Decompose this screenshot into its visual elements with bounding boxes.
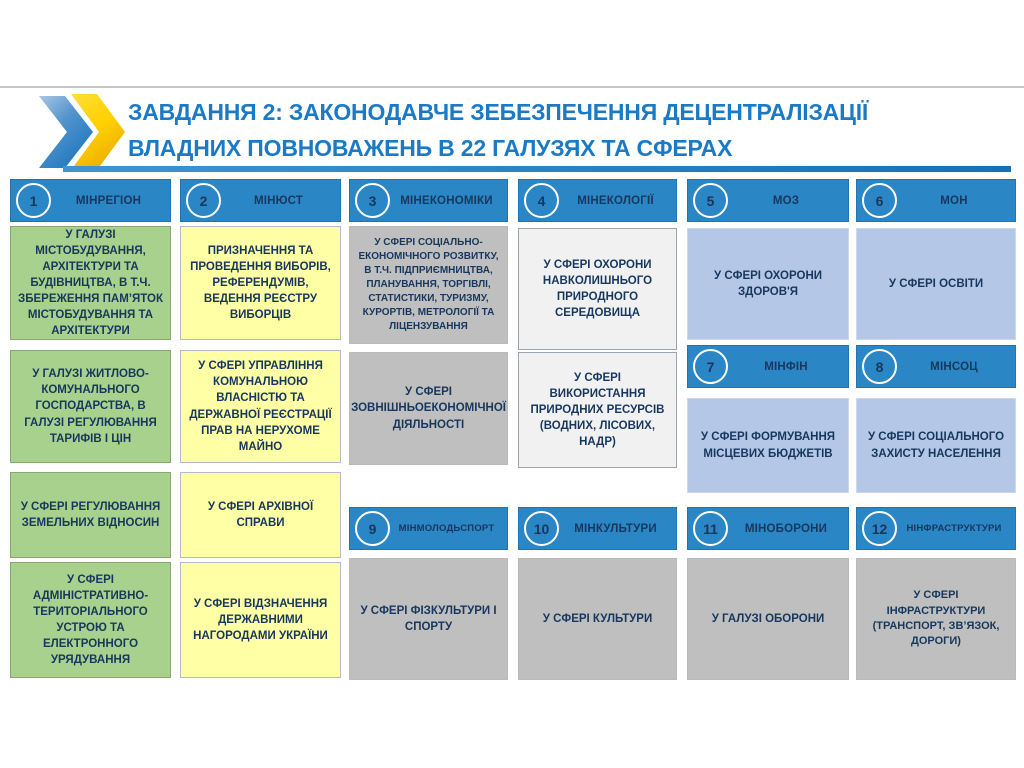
sector-box: У СФЕРІ КУЛЬТУРИ bbox=[518, 558, 677, 680]
page-title bbox=[128, 94, 1018, 166]
sector-box: У СФЕРІ РЕГУЛЮВАННЯ ЗЕМЕЛЬНИХ ВІДНОСИН bbox=[10, 472, 171, 558]
sector-box: У СФЕРІ СОЦІАЛЬНОГО ЗАХИСТУ НАСЕЛЕННЯ bbox=[856, 398, 1016, 493]
ministry-name: МІНОБОРОНИ bbox=[744, 522, 828, 535]
ministry-number-badge: 8 bbox=[862, 349, 897, 384]
sector-box: У СФЕРІ ФІЗКУЛЬТУРИ І СПОРТУ bbox=[349, 558, 508, 680]
ministry-header-minfin bbox=[687, 345, 849, 388]
ministry-number-badge: 11 bbox=[693, 511, 728, 546]
ministry-number-badge: 1 bbox=[16, 183, 51, 218]
ministry-header-minoborony bbox=[687, 507, 849, 550]
ministry-number-badge: 3 bbox=[355, 183, 390, 218]
ministry-header-minsoc bbox=[856, 345, 1016, 388]
sector-box: У СФЕРІ АДМІНІСТРАТИВНО-ТЕРИТОРІАЛЬНОГО УСТРОЮ ТА ЕЛЕКТРОННОГО УРЯДУВАННЯ bbox=[10, 562, 171, 678]
title-underline-bar bbox=[63, 166, 1011, 172]
sector-box: У СФЕРІ ФОРМУВАННЯ МІСЦЕВИХ БЮДЖЕТІВ bbox=[687, 398, 849, 493]
ministry-header-minregion bbox=[10, 179, 171, 222]
ministry-number-badge: 6 bbox=[862, 183, 897, 218]
ministry-header-minkultury bbox=[518, 507, 677, 550]
ministry-name: МІНФІН bbox=[764, 360, 808, 373]
sector-box: У СФЕРІ СОЦІАЛЬНО-ЕКОНОМІЧНОГО РОЗВИТКУ, В Т.Ч. ПІДПРИЄМНИЦТВА, ПЛАНУВАННЯ, ТОРГІВЛІ, СТАТИСТИКИ, ТУРИЗМУ, КУРОРТІВ, МЕТРОЛОГІЇ ТА ЛІЦЕНЗУВАННЯ bbox=[349, 226, 508, 344]
ministry-name: МІНЕКОЛОГІЇ bbox=[577, 194, 654, 207]
sector-box: У СФЕРІ ОХОРОНИ ЗДОРОВ'Я bbox=[687, 228, 849, 340]
ministry-name: МІНЮСТ bbox=[253, 194, 304, 207]
ministry-name: МІНРЕГІОН bbox=[75, 194, 142, 207]
sector-box: У СФЕРІ УПРАВЛІННЯ КОМУНАЛЬНОЮ ВЛАСНІСТЮ ТА ДЕРЖАВНОЇ РЕЄСТРАЦІЇ ПРАВ НА НЕРУХОМЕ МАЙНО bbox=[180, 350, 341, 463]
ministry-name: МОЗ bbox=[772, 194, 800, 207]
ministry-header-moz bbox=[687, 179, 849, 222]
ministry-name: НІНФРАСТРУКТУРИ bbox=[906, 523, 1002, 534]
sector-box: У СФЕРІ ЗОВНІШНЬОЕКОНОМІЧНОЇ ДІЯЛЬНОСТІ bbox=[349, 352, 508, 465]
ministry-header-minekologii bbox=[518, 179, 677, 222]
ministry-name: МІНМОЛОДЬСПОРТ bbox=[398, 523, 495, 534]
ministry-name: МОН bbox=[940, 194, 968, 207]
sector-box: У СФЕРІ ОХОРОНИ НАВКОЛИШНЬОГО ПРИРОДНОГО СЕРЕДОВИЩА bbox=[518, 228, 677, 350]
sector-box: ПРИЗНАЧЕННЯ ТА ПРОВЕДЕННЯ ВИБОРІВ, РЕФЕРЕНДУМІВ, ВЕДЕННЯ РЕЄСТРУ ВИБОРЦІВ bbox=[180, 226, 341, 340]
sector-box: У ГАЛУЗІ МІСТОБУДУВАННЯ, АРХІТЕКТУРИ ТА БУДІВНИЦТВА, В Т.Ч. ЗБЕРЕЖЕННЯ ПАМ’ЯТОК МІСТОБУДУВАННЯ ТА АРХІТЕКТУРИ bbox=[10, 226, 171, 340]
double-chevron-logo bbox=[33, 92, 125, 172]
ministry-name: МІНКУЛЬТУРИ bbox=[574, 522, 657, 535]
top-divider-line bbox=[0, 86, 1024, 88]
ministry-header-minjust bbox=[180, 179, 341, 222]
page-title-line2: ВЛАДНИХ ПОВНОВАЖЕНЬ В 22 ГАЛУЗЯХ ТА СФЕРАХ bbox=[128, 135, 733, 161]
ministry-number-badge: 2 bbox=[186, 183, 221, 218]
sector-box: У СФЕРІ АРХІВНОЇ СПРАВИ bbox=[180, 472, 341, 558]
ministry-name: МІНЕКОНОМІКИ bbox=[400, 194, 493, 207]
ministry-number-badge: 7 bbox=[693, 349, 728, 384]
ministry-header-minmolodsport bbox=[349, 507, 508, 550]
sector-box: У СФЕРІ ОСВІТИ bbox=[856, 228, 1016, 340]
sector-box: У СФЕРІ ІНФРАСТРУКТУРИ (ТРАНСПОРТ, ЗВ’ЯЗОК, ДОРОГИ) bbox=[856, 558, 1016, 680]
ministry-number-badge: 5 bbox=[693, 183, 728, 218]
page-title-line1: ЗАВДАННЯ 2: ЗАКОНОДАВЧЕ ЗЕБЕЗПЕЧЕННЯ ДЕЦЕНТРАЛІЗАЦІЇ bbox=[128, 99, 869, 125]
sector-box: У СФЕРІ ВІДЗНАЧЕННЯ ДЕРЖАВНИМИ НАГОРОДАМИ УКРАЇНИ bbox=[180, 562, 341, 678]
ministry-number-badge: 4 bbox=[524, 183, 559, 218]
sector-box: У ГАЛУЗІ ЖИТЛОВО-КОМУНАЛЬНОГО ГОСПОДАРСТВА, В ГАЛУЗІ РЕГУЛЮВАННЯ ТАРИФІВ І ЦІН bbox=[10, 350, 171, 463]
ministry-header-mon bbox=[856, 179, 1016, 222]
sector-box: У ГАЛУЗІ ОБОРОНИ bbox=[687, 558, 849, 680]
sector-box: У СФЕРІ ВИКОРИСТАННЯ ПРИРОДНИХ РЕСУРСІВ (ВОДНИХ, ЛІСОВИХ, НАДР) bbox=[518, 352, 677, 468]
ministry-header-ninfrastruktury bbox=[856, 507, 1016, 550]
ministry-number-badge: 9 bbox=[355, 511, 390, 546]
ministry-number-badge: 10 bbox=[524, 511, 559, 546]
ministry-name: МІНСОЦ bbox=[930, 360, 978, 373]
ministry-header-minekonomiky bbox=[349, 179, 508, 222]
ministry-number-badge: 12 bbox=[862, 511, 897, 546]
